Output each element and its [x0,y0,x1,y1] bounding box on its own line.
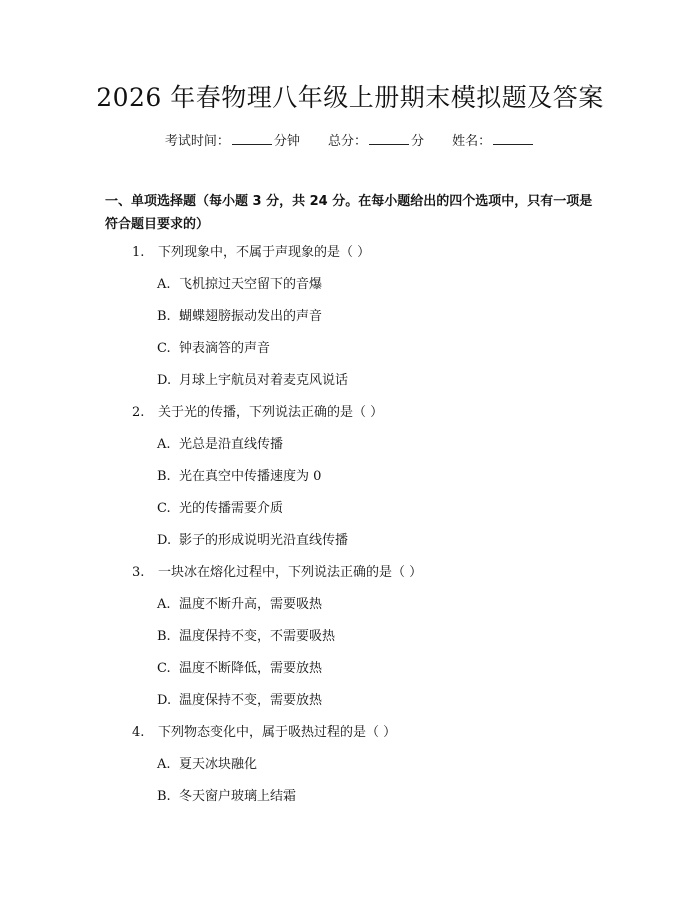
option-letter: A. [157,757,171,772]
question-3-option-c [157,659,322,679]
option-letter: B. [157,789,171,804]
question-1-option-b [157,307,322,327]
exam-time-field [165,130,300,152]
question-text: 下列物态变化中，属于吸热过程的是（ ） [158,725,397,740]
question-text: 下列现象中，不属于声现象的是（ ） [158,245,371,260]
exam-info-line [0,130,700,152]
question-number: 4. [132,725,145,740]
option-text: 光的传播需要介质 [179,501,284,516]
question-1 [132,243,370,263]
question-4-option-a [157,755,257,775]
option-text: 飞机掠过天空留下的音爆 [179,277,323,292]
option-text: 温度不断降低，需要放热 [179,661,323,676]
total-score-unit: 分 [411,134,425,149]
exam-time-label: 考试时间： [164,134,230,149]
option-letter: C. [157,501,171,516]
question-number: 2. [132,405,145,420]
option-letter: B. [157,469,171,484]
page-title: 2026 年春物理八年级上册期末模拟题及答案 [96,83,604,112]
option-letter: B. [157,629,171,644]
total-score-blank [369,130,409,145]
question-text: 关于光的传播，下列说法正确的是（ ） [158,405,384,420]
option-letter: A. [157,597,171,612]
option-text: 影子的形成说明光沿直线传播 [179,533,349,548]
question-3 [132,563,422,583]
option-text: 月球上宇航员对着麦克风说话 [179,373,349,388]
question-2-option-b [157,467,321,487]
option-letter: D. [157,693,172,708]
option-letter: D. [157,533,172,548]
option-text: 温度保持不变，需要放热 [179,693,323,708]
question-4-option-b [157,787,296,807]
option-letter: C. [157,341,171,356]
total-score-field [328,130,424,152]
exam-time-unit: 分钟 [273,134,300,149]
option-text: 光总是沿直线传播 [179,437,284,452]
option-letter: C. [157,661,171,676]
question-3-option-d [157,691,322,711]
option-text: 夏天冰块融化 [179,757,258,772]
option-text: 温度保持不变，不需要吸热 [179,629,336,644]
option-text: 光在真空中传播速度为 0 [179,469,322,484]
option-text: 钟表滴答的声音 [179,341,271,356]
question-1-option-c [157,339,270,359]
question-2-option-c [157,499,283,519]
section-heading: 一、单项选择题（每小题 3 分，共 24 分。在每小题给出的四个选项中，只有一项是符合题目要求的） [105,194,593,232]
question-number: 3. [132,565,145,580]
option-letter: A. [157,277,171,292]
question-2-option-d [157,531,348,551]
question-2 [132,403,383,423]
option-letter: D. [157,373,172,388]
option-text: 蝴蝶翅膀振动发出的声音 [179,309,323,324]
question-3-option-b [157,627,335,647]
question-number: 1. [132,245,145,260]
option-letter: A. [157,437,171,452]
option-text: 温度不断升高，需要吸热 [179,597,323,612]
option-letter: B. [157,309,171,324]
question-1-option-d [157,371,348,391]
question-text: 一块冰在熔化过程中，下列说法正确的是（ ） [158,565,423,580]
student-name-blank [493,130,533,145]
total-score-label: 总分： [327,134,367,149]
question-2-option-a [157,435,283,455]
question-1-option-a [157,275,322,295]
exam-time-blank [232,130,272,145]
student-name-label: 姓名： [452,134,492,149]
question-4 [132,723,396,743]
student-name-field [452,130,535,152]
question-3-option-a [157,595,322,615]
option-text: 冬天窗户玻璃上结霜 [179,789,297,804]
